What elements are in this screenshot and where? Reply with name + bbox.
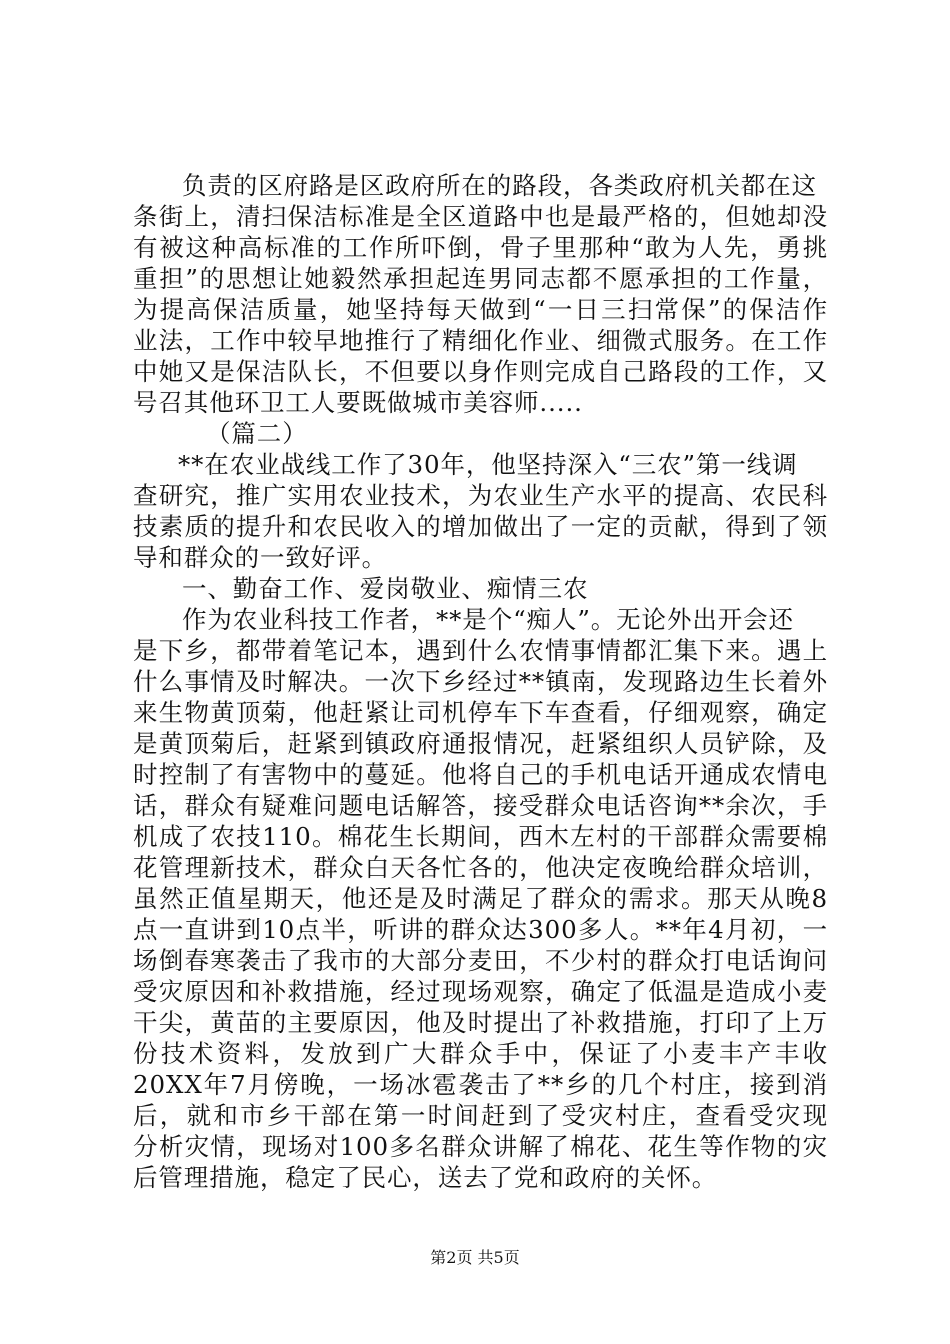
text-line: 业法，工作中较早地推行了精细化作业、细微式服务。在工作 — [133, 326, 828, 355]
text-line: 20XX年7月傍晚，一场冰雹袭击了**乡的几个村庄，接到消 — [133, 1070, 828, 1099]
text-line: 中她又是保洁队长，不但要以身作则完成自己路段的工作，又 — [133, 357, 828, 386]
text-line: 为提高保洁质量，她坚持每天做到“一日三扫常保”的保洁作 — [133, 295, 828, 324]
text-line: 后管理措施，稳定了民心，送去了党和政府的关怀。 — [133, 1163, 718, 1192]
text-line: 花管理新技术，群众白天各忙各的，他决定夜晚给群众培训， — [133, 853, 828, 882]
text-line: 条街上，清扫保洁标准是全区道路中也是最严格的，但她却没 — [133, 202, 828, 231]
text-line: 技素质的提升和农民收入的增加做出了一定的贡献，得到了领 — [133, 512, 828, 541]
text-line: 后，就和市乡干部在第一时间赶到了受灾村庄，查看受灾现 — [133, 1101, 828, 1130]
text-line: 干尖，黄苗的主要原因，他及时提出了补救措施，打印了上万 — [133, 1008, 828, 1037]
text-line: 份技术资料，发放到广大群众手中，保证了小麦丰产丰收 — [133, 1039, 828, 1068]
text-line: 负责的区府路是区政府所在的路段，各类政府机关都在这 — [182, 171, 817, 200]
text-line: 有被这种高标准的工作所吓倒，骨子里那种“敢为人先，勇挑 — [133, 233, 828, 262]
text-line: 机成了农技110。棉花生长期间，西木左村的干部群众需要棉 — [133, 822, 828, 851]
text-line: 点一直讲到10点半，听讲的群众达300多人。**年4月初，一 — [133, 915, 828, 944]
subsection-heading: 一、勤奋工作、爱岗敬业、痴情三农 — [182, 574, 589, 603]
text-line: 分析灾情，现场对100多名群众讲解了棉花、花生等作物的灾 — [133, 1132, 828, 1161]
text-line: 受灾原因和补救措施，经过现场观察，确定了低温是造成小麦 — [133, 977, 828, 1006]
text-line: 来生物黄顶菊，他赶紧让司机停车下车查看，仔细观察，确定 — [133, 698, 828, 727]
text-line: 什么事情及时解决。一次下乡经过**镇南，发现路边生长着外 — [133, 667, 828, 696]
text-line: 重担”的思想让她毅然承担起连男同志都不愿承担的工作量， — [133, 264, 828, 293]
text-line: 场倒春寒袭击了我市的大部分麦田，不少村的群众打电话询问 — [133, 946, 828, 975]
text-line: 查研究，推广实用农业技术，为农业生产水平的提高、农民科 — [133, 481, 828, 510]
text-line: 作为农业科技工作者，**是个“痴人”。无论外出开会还 — [182, 605, 794, 634]
text-line: **在农业战线工作了30年，他坚持深入“三农”第一线调 — [178, 450, 798, 479]
text-line: 是黄顶菊后，赶紧到镇政府通报情况，赶紧组织人员铲除，及 — [133, 729, 828, 758]
document-body — [133, 170, 828, 1193]
text-line: 时控制了有害物中的蔓延。他将自己的手机电话开通成农情电 — [133, 760, 828, 789]
text-line: 是下乡，都带着笔记本，遇到什么农情事情都汇集下来。遇上 — [133, 636, 828, 665]
text-line: 号召其他环卫工人要既做城市美容师..... — [133, 388, 583, 417]
text-line: 虽然正值星期天，他还是及时满足了群众的需求。那天从晚8 — [133, 884, 828, 913]
text-line: 话，群众有疑难问题电话解答，接受群众电话咨询**余次，手 — [133, 791, 828, 820]
page-footer: 第2页 共5页 — [430, 1248, 520, 1267]
section-heading: （篇二） — [206, 419, 308, 448]
text-line: 导和群众的一致好评。 — [133, 543, 387, 572]
